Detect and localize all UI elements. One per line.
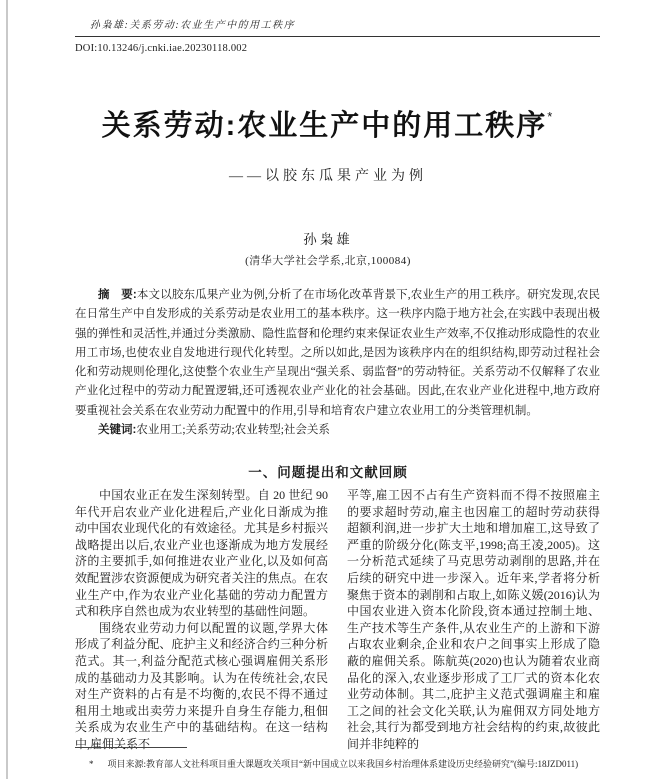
body-column-right bbox=[347, 487, 600, 753]
article-subtitle: ——以胶东瓜果产业为例 bbox=[229, 169, 427, 184]
doi-label: DOI:10.13246/j.cnki.iae.20230118.002 bbox=[75, 43, 248, 54]
body-column-left bbox=[75, 487, 328, 753]
body-paragraph: 平等,雇工因不占有生产资料而不得不按照雇主的要求超时劳动,雇主也因雇工的超时劳动获得超额利润,进一步扩大土地和增加雇工,这导致了严重的阶级分化(陈支平,1998;高王凌,2005)。这一分析范式延续了马克思劳动剥削的思路,并在后续的研究中进一步深入。近年来,学者将分析聚焦于资本的剥削和占取上,如陈义媛(2016)认为中国农业进入资本化阶段,资本通过控制土地、生产技术等生产条件,从农业生产的上游和下游占取农业剩余,企业和农户之间事实上形成了隐蔽的雇佣关系。陈航英(2020)也认为随着农业商品化的深入,农业逐步形成了工厂式的资本化农业劳动体制。其二,庇护主义范式强调雇主和雇工之间的社会文化关联,认为雇佣双方同处地方社会,其行为都受到地方社会结构的约束,故彼此间并非纯粹的 bbox=[347, 488, 600, 751]
article-title bbox=[0, 103, 656, 144]
keywords-line bbox=[75, 421, 600, 440]
abstract-label: 摘 要: bbox=[98, 289, 137, 301]
abstract-text: 本文以胶东瓜果产业为例,分析了在市场化改革背景下,农业生产的用工秩序。研究发现,农民在日常生产中自发形成的关系劳动是农业用工的基本秩序。这一秩序内隐于地方社会,在实践中表现出极强的弹性和灵活性,并通过分类激励、隐性监督和伦理约束来保证农业生产效率,不仅推动形成隐性的农业用工市场,也使农业自发地进行现代化转型。之所以如此,是因为该秩序内在的组织结构,即劳动过程社会化和劳动规则伦理化,这使整个农业生产呈现出“强关系、弱监督”的劳动特征。关系劳动不仅解释了农业产业化过程中的劳动力配置逻辑,还可透视农业产业化的社会基础。因此,在农业产业化进程中,地方政府要重视社会关系在农业劳动力配置中的作用,引导和培育农户建立农业用工的分类管理机制。 bbox=[75, 289, 600, 417]
abstract-block bbox=[75, 286, 600, 440]
body-paragraph: 围绕农业劳动力何以配置的议题,学界大体形成了利益分配、庇护主义和经济合约三种分析范式。其一,利益分配范式核心强调雇佣关系形成的基础动力及其影响。认为在传统社会,农民对生产资料的占有是不均衡的,农民不得不通过租用土地或出卖劳力来提升自身生存能力,租佃关系成为农业生产中的基础结构。在这一结构中,雇佣关系不 bbox=[75, 620, 328, 751]
footnote-text: 项目来源:教育部人文社科项目重大课题攻关项目“新中国成立以来我国乡村治理体系建设历史经验研究”(编号:18JZD011) bbox=[107, 759, 579, 769]
keywords-text: 农业用工;关系劳动;农业转型;社会关系 bbox=[136, 424, 330, 437]
abstract-paragraph bbox=[75, 286, 600, 421]
footnote bbox=[75, 757, 620, 770]
author-affiliation: (清华大学社会学系,北京,100084) bbox=[245, 255, 411, 267]
author-name: 孙枭雄 bbox=[303, 232, 353, 247]
keywords-label: 关键词: bbox=[98, 424, 137, 437]
title-footnote-marker: * bbox=[547, 109, 555, 124]
header-divider bbox=[75, 36, 600, 37]
footnote-divider bbox=[75, 747, 187, 748]
article-title-text: 关系劳动:农业生产中的用工秩序 bbox=[101, 110, 548, 142]
body-paragraph: 中国农业正在发生深刻转型。自 20 世纪 90 年代开启农业产业化进程后,产业化日渐成为推动中国农业现代化的有效途径。尤其是乡村振兴战略提出以后,农业产业也逐渐成为地方发展经济的主要抓手,如何推进农业产业化,以及如何高效配置涉农资源便成为研究者关注的焦点。在农业生产中,作为农业产业化基础的劳动力配置方式和秩序自然也成为农业转型的基础性问题。 bbox=[75, 488, 328, 619]
section-heading: 一、问题提出和文献回顾 bbox=[248, 465, 408, 480]
running-header: 孙枭雄:关系劳动:农业生产中的用工秩序 bbox=[90, 20, 296, 31]
footnote-marker: * bbox=[89, 759, 94, 769]
